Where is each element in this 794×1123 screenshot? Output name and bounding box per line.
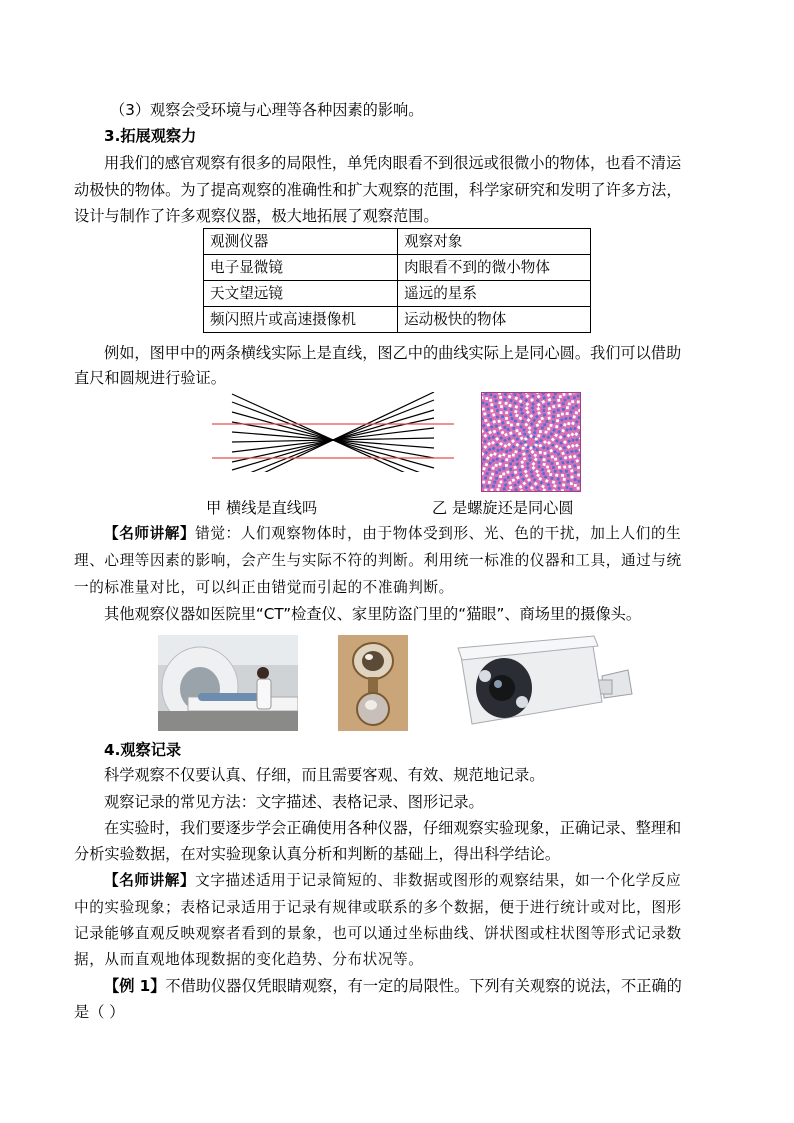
- spiral-tile: [484, 476, 487, 479]
- spiral-tile: [568, 465, 571, 468]
- security-camera-photo: [452, 632, 638, 732]
- spiral-tile: [496, 409, 499, 412]
- spiral-tile: [485, 403, 488, 406]
- spiral-tile: [548, 417, 551, 420]
- teacher-tip-line: 理、心理等因素的影响，会产生与实际不符的判断。利用统一标准的仪器和工具，通过与统: [74, 552, 682, 569]
- door-peephole-photo: [338, 635, 408, 731]
- figure-caption-b: 乙 是螺旋还是同心圆: [432, 499, 574, 517]
- spiral-tile: [557, 477, 560, 480]
- spiral-tile: [499, 396, 502, 399]
- spiral-tile: [565, 470, 568, 473]
- spiral-tile: [563, 398, 566, 401]
- spiral-tile: [563, 465, 566, 468]
- spiral-tile: [509, 468, 512, 471]
- spiral-tile: [507, 421, 510, 424]
- spiral-tile: [571, 400, 574, 403]
- spiral-tile: [577, 487, 580, 490]
- spiral-tile: [501, 459, 504, 462]
- spiral-tile: [512, 427, 515, 430]
- spiral-tile: [570, 488, 573, 491]
- table-cell-instrument: 观测仪器: [204, 229, 398, 255]
- spiral-tile: [539, 430, 542, 433]
- table-row: [204, 255, 591, 281]
- teacher-tip-tag: 【名师讲解】: [104, 872, 196, 889]
- spiral-tile: [547, 454, 550, 457]
- table-cell-instrument: 天文望远镜: [204, 281, 398, 307]
- table-row: [204, 229, 591, 255]
- spiral-tile: [567, 396, 570, 399]
- spiral-tile: [490, 403, 493, 406]
- spiral-tile: [562, 402, 565, 405]
- spiral-tile: [537, 434, 540, 437]
- example-question: 【例 1】不借助仪器仅凭眼睛观察，有一定的局限性。下列有关观察的说法，不正确的: [104, 977, 682, 995]
- spiral-tile: [491, 466, 494, 469]
- spiral-tile: [566, 406, 569, 409]
- spiral-tile: [493, 395, 496, 398]
- spiral-tile: [574, 478, 577, 481]
- spiral-tile: [567, 474, 570, 477]
- spiral-tile: [518, 432, 521, 435]
- spiral-tile: [563, 478, 566, 481]
- spiral-tile: [502, 472, 505, 475]
- spiral-tile: [558, 466, 561, 469]
- spiral-tile: [494, 464, 497, 467]
- spiral-tile: [505, 458, 508, 461]
- spiral-tile: [498, 462, 501, 465]
- paragraph-line: 例如，图甲中的两条横线实际上是直线，图乙中的曲线实际上是同心圆。我们可以借助: [104, 344, 682, 362]
- paragraph-line: 其他观察仪器如医院里“CT”检查仪、家里防盗门里的“猫眼”、商场里的摄像头。: [104, 605, 642, 623]
- figure-parallel-lines-illusion: [208, 392, 454, 472]
- spiral-tile: [539, 451, 542, 454]
- spiral-tile: [505, 411, 508, 414]
- spiral-tile: [516, 458, 519, 461]
- spiral-tile: [499, 475, 502, 478]
- spiral-tile: [518, 449, 521, 452]
- paragraph-line: 观察记录的常见方法：文字描述、表格记录、图形记录。: [104, 793, 484, 811]
- spiral-tile: [574, 471, 577, 474]
- spiral-tile: [489, 393, 492, 396]
- table-cell-instrument: 频闪照片或高速摄像机: [204, 307, 398, 333]
- table-cell-object: 运动极快的物体: [398, 307, 591, 333]
- table-cell-object: 肉眼看不到的微小物体: [398, 255, 591, 281]
- table-cell-instrument: 电子显微镜: [204, 255, 398, 281]
- spiral-tile: [565, 486, 568, 489]
- spiral-tile: [501, 421, 504, 424]
- spiral-tile: [561, 413, 564, 416]
- spiral-tile: [495, 399, 498, 402]
- spiral-tile: [572, 407, 575, 410]
- spiral-tile: [547, 427, 550, 430]
- spiral-tile: [561, 474, 564, 477]
- spiral-tile: [506, 471, 509, 474]
- paragraph-line: 动极快的物体。为了提高观察的准确性和扩大观察的范围，科学家研究和发明了许多方法，: [74, 181, 682, 199]
- spiral-tile: [482, 481, 485, 484]
- spiral-tile: [552, 421, 555, 424]
- spiral-tile: [577, 394, 580, 397]
- spiral-tile: [575, 404, 578, 407]
- spiral-tile: [496, 488, 499, 491]
- spiral-tile: [505, 464, 508, 467]
- spiral-tile: [564, 417, 567, 420]
- paragraph-line: 科学观察不仅要认真、仔细，而且需要客观、有效、规范地记录。: [104, 766, 545, 784]
- teacher-tip: 【名师讲解】错觉：人们观察物体时，由于物体受到形、光、色的干扰，加上人们的生: [104, 525, 682, 542]
- spiral-tile: [552, 410, 555, 413]
- section-heading: 3.拓展观察力: [104, 127, 197, 145]
- spiral-tile: [560, 470, 563, 473]
- spiral-tile: [510, 423, 513, 426]
- spiral-tile: [482, 407, 485, 410]
- spiral-tile: [561, 461, 564, 464]
- spiral-tile: [552, 405, 555, 408]
- spiral-tile: [560, 418, 563, 421]
- spiral-tile: [551, 455, 554, 458]
- spiral-tile: [552, 415, 555, 418]
- spiral-tile: [556, 462, 559, 465]
- spiral-tile: [556, 419, 559, 422]
- teacher-tip-line: 中的实验现象；表格记录适用于记录有规律或联系的多个数据，便于进行统计或对比，图形: [74, 899, 682, 916]
- spiral-tile: [494, 405, 497, 408]
- spiral-tile: [570, 482, 573, 485]
- spiral-tile: [569, 411, 572, 414]
- spiral-tile: [492, 485, 495, 488]
- spiral-tile: [507, 476, 510, 479]
- paragraph-line: （3）观察会受环境与心理等各种因素的影响。: [110, 101, 424, 119]
- spiral-tile: [557, 414, 560, 417]
- spiral-tile: [495, 477, 498, 480]
- spiral-tile: [514, 450, 517, 453]
- spiral-tile: [492, 413, 495, 416]
- spiral-tile: [489, 399, 492, 402]
- example-question-line: 是（ ）: [74, 1003, 125, 1021]
- spiral-tile: [500, 405, 503, 408]
- spiral-tile: [562, 408, 565, 411]
- spiral-tile: [545, 420, 548, 423]
- spiral-tile: [491, 473, 494, 476]
- spiral-tile: [498, 420, 501, 423]
- spiral-tile: [498, 468, 501, 471]
- spiral-tile: [486, 472, 489, 475]
- spiral-tile: [523, 433, 526, 436]
- spiral-tile: [511, 417, 514, 420]
- teacher-tip-line: 记录能够直观反映观察者看到的景象，也可以通过坐标曲线、饼状图或柱状图等形式记录数: [74, 925, 682, 942]
- spiral-tile: [488, 481, 491, 484]
- spiral-tile: [504, 407, 507, 410]
- table-cell-object: 观察对象: [398, 229, 591, 255]
- spiral-tile: [498, 401, 501, 404]
- spiral-tile: [509, 463, 512, 466]
- spiral-tile: [567, 480, 570, 483]
- spiral-tile: [575, 411, 578, 414]
- paragraph-line: 在实验时，我们要逐步学会正确使用各种仪器，仔细观察实验现象，正确记录、整理和: [104, 819, 682, 837]
- table-cell-object: 遥远的星系: [398, 281, 591, 307]
- spiral-tile: [574, 484, 577, 487]
- spiral-tile: [570, 469, 573, 472]
- spiral-tile: [573, 396, 576, 399]
- paragraph-line: 直尺和圆规进行验证。: [74, 369, 226, 387]
- paragraph-line: 设计与制作了许多观察仪器，极大地拓展了观察范围。: [74, 207, 439, 225]
- spiral-tile: [551, 462, 554, 465]
- spiral-tile: [488, 468, 491, 471]
- spiral-tile: [541, 426, 544, 429]
- spiral-tile: [577, 400, 580, 403]
- spiral-tile: [554, 470, 557, 473]
- teacher-tip-line: 据，从而直观地体现数据的变化趋势、分布状况等。: [74, 951, 424, 968]
- spiral-tile: [566, 412, 569, 415]
- instrument-table: [203, 228, 591, 333]
- spiral-tile: [543, 423, 546, 426]
- spiral-tile: [522, 447, 525, 450]
- spiral-tile: [499, 480, 502, 483]
- figure-spiral-illusion: [481, 392, 581, 492]
- spiral-tile: [547, 460, 550, 463]
- spiral-tile: [557, 399, 560, 402]
- spiral-tile: [519, 425, 522, 428]
- spiral-tile: [543, 458, 546, 461]
- spiral-tile: [512, 454, 515, 457]
- paragraph-line: 用我们的感官观察有很多的局限性，单凭肉眼看不到很远或很微小的物体，也看不清运: [104, 154, 682, 172]
- spiral-tile: [559, 395, 562, 398]
- spiral-tile: [501, 415, 504, 418]
- spiral-tile: [557, 409, 560, 412]
- spiral-tile: [562, 483, 565, 486]
- spiral-tile: [552, 466, 555, 469]
- teacher-tip: 【名师讲解】文字描述适用于记录简短的、非数据或图形的观察结果，如一个化学反应: [104, 872, 682, 889]
- table-row: [204, 281, 591, 307]
- spiral-tile: [490, 409, 493, 412]
- section-heading: 4.观察记录: [104, 741, 182, 759]
- spiral-tile: [493, 481, 496, 484]
- teacher-tip-line: 一的标准量对比，可以纠正由错觉而引起的不准确判断。: [74, 579, 454, 596]
- spiral-tile: [504, 402, 507, 405]
- ct-scanner-photo: [158, 635, 298, 731]
- spiral-tile: [562, 393, 565, 396]
- spiral-tile: [502, 467, 505, 470]
- paragraph-line: 分析实验数据，在对实验现象认真分析和判断的基础上，得出科学结论。: [74, 845, 560, 863]
- spiral-tile: [498, 484, 501, 487]
- spiral-tile: [500, 411, 503, 414]
- spiral-tile: [503, 478, 506, 481]
- spiral-tile: [555, 474, 558, 477]
- spiral-tile: [546, 465, 549, 468]
- teacher-tip-tag: 【名师讲解】: [104, 525, 196, 542]
- table-row: [204, 307, 591, 333]
- spiral-tile: [558, 481, 561, 484]
- spiral-tile: [515, 429, 518, 432]
- example-tag: 【例 1】: [104, 977, 166, 995]
- spiral-tile: [489, 477, 492, 480]
- spiral-tile: [516, 423, 519, 426]
- spiral-tile: [554, 457, 557, 460]
- spiral-tile: [544, 430, 547, 433]
- spiral-tile: [539, 455, 542, 458]
- spiral-tile: [496, 415, 499, 418]
- spiral-tile: [536, 448, 539, 451]
- spiral-tile: [549, 424, 552, 427]
- spiral-tile: [508, 455, 511, 458]
- spiral-tile: [486, 485, 489, 488]
- spiral-tile: [571, 476, 574, 479]
- spiral-tile: [518, 454, 521, 457]
- illusion-ray: [232, 394, 434, 472]
- spiral-tile: [577, 473, 580, 476]
- spiral-tile: [543, 452, 546, 455]
- spiral-tile: [509, 413, 512, 416]
- spiral-tile: [495, 471, 498, 474]
- spiral-tile: [514, 420, 517, 423]
- spiral-tile: [505, 417, 508, 420]
- spiral-tile: [485, 397, 488, 400]
- spiral-tile: [558, 404, 561, 407]
- figure-caption-a: 甲 横线是直线吗: [206, 499, 318, 517]
- spiral-tile: [487, 408, 490, 411]
- spiral-tile: [568, 402, 571, 405]
- spiral-tile: [511, 459, 514, 462]
